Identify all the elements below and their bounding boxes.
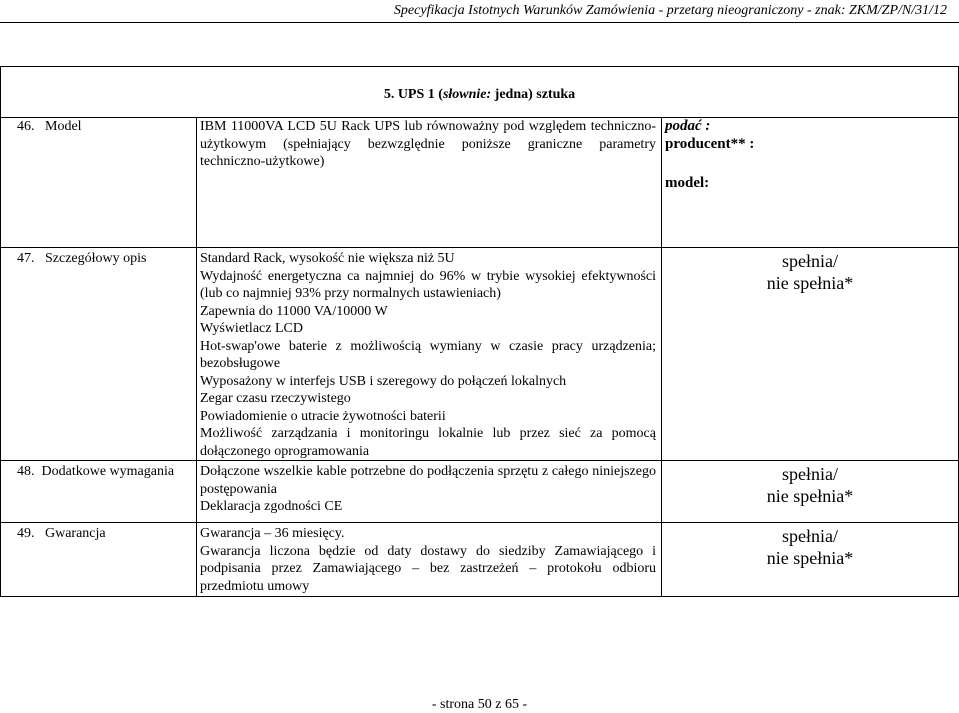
podac-label: podać : [665,118,711,134]
desc-line: Zegar czasu rzeczywistego [200,391,351,406]
row-description [197,461,662,523]
answer-line2[interactable]: nie spełnia* [766,486,854,506]
row-label-cell [1,118,197,248]
desc-line: Wyposażony w interfejs USB i szeregowy do połączeń lokalnych [200,373,567,389]
page-header: Specyfikacja Istotnych Warunków Zamówienia - przetarg nieograniczony - znak: ZKM/ZP/N/31/12 [393,3,947,18]
row-description [197,523,662,597]
desc-line: Standard Rack, wysokość nie większa niż 5U [200,251,455,266]
row-label: Szczegółowy opis [45,251,147,266]
row-description [197,248,662,461]
desc-line: Zapewnia do 11000 VA/10000 W [200,303,388,319]
row-number: 48. [17,464,35,479]
table-row [1,118,959,248]
table-row [1,523,959,597]
desc-line: Powiadomienie o utracie żywotności baterii [200,408,446,424]
row-label: Dodatkowe wymagania [41,464,175,479]
row-label-cell [1,248,197,461]
header-rule [0,22,959,23]
row-answer [662,118,959,248]
row-label-cell [1,523,197,597]
desc-line: Hot-swap'owe baterie z możliwością wymiany w czasie pracy urządzenia; bezobsługowe [200,338,656,371]
desc-line: Dołączone wszelkie kable potrzebne do podłączenia sprzętu z całego niniejszego postępowania [200,464,656,497]
row-label-cell [1,461,197,523]
row-number: 46. [17,119,35,134]
producent-field[interactable]: producent** : [665,135,755,152]
desc-line: Wyświetlacz LCD [200,321,303,336]
row-description: IBM 11000VA LCD 5U Rack UPS lub równoważny pod względem techniczno-użytkowym (spełniający bezwzględnie poniższe graniczne parametry techniczno-użytkowe) [197,118,662,248]
row-label: Gwarancja [45,526,106,541]
desc-line: Gwarancja liczona będzie od daty dostawy do siedziby Zamawiającego i podpisania przez Zamawiającego – bez zastrzeżeń – protokołu odbioru przedmiotu umowy [200,543,656,594]
table-row [1,248,959,461]
answer-line2[interactable]: nie spełnia* [766,273,854,293]
section-title-row [1,67,959,118]
answer-line2[interactable]: nie spełnia* [766,548,854,568]
row-answer [662,461,959,523]
row-answer [662,523,959,597]
page-footer: - strona 50 z 65 - [431,697,528,712]
section-title: 5. UPS 1 (słownie: jedna) sztuka [1,67,959,118]
row-label: Model [45,119,82,134]
row-number: 49. [17,526,35,541]
answer-line1[interactable]: spełnia/ [782,464,838,484]
table-row [1,461,959,523]
desc-line: Deklaracja zgodności CE [200,499,343,514]
desc-line: Wydajność energetyczna ca najmniej do 96% w trybie wysokiej efektywności (lub co najmniej 93% przy normalnych ustawieniach) [200,268,656,301]
desc-line: Gwarancja – 36 miesięcy. [200,526,345,541]
spec-table [0,66,959,597]
desc-line: Możliwość zarządzania i monitoringu lokalnie lub przez sieć za pomocą dołączonego oprogramowania [200,426,656,459]
row-number: 47. [17,251,35,266]
row-answer [662,248,959,461]
answer-line1[interactable]: spełnia/ [782,251,838,271]
model-field[interactable]: model: [665,175,710,191]
answer-line1[interactable]: spełnia/ [782,526,838,546]
